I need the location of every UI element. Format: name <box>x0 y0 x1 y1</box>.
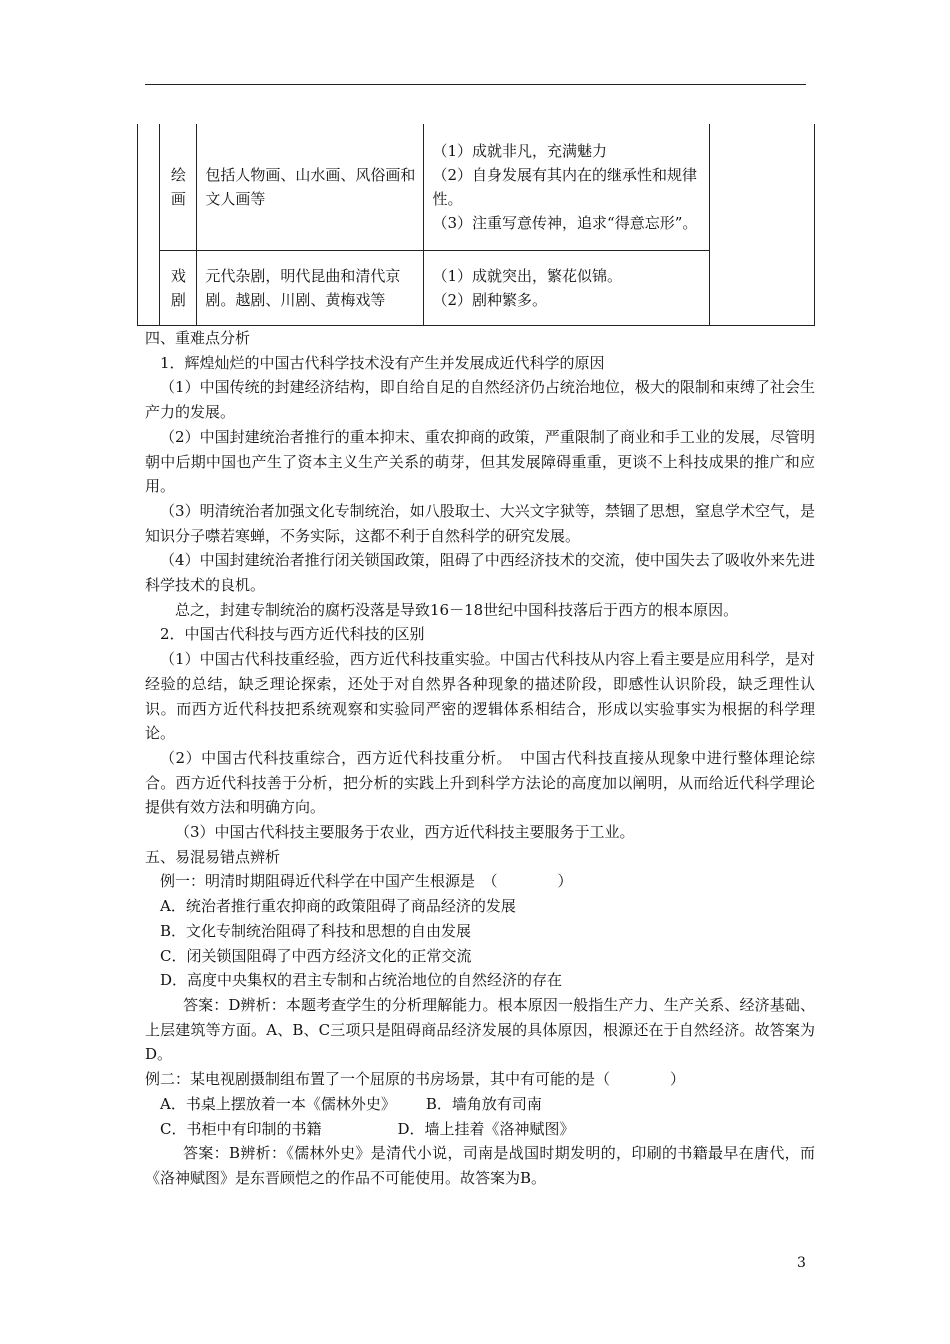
table-blank-left <box>138 124 160 325</box>
option: C．闭关锁国阻碍了中西方经济文化的正常交流 <box>160 946 472 965</box>
question-title: 2．中国古代科技与西方近代科技的区别 <box>160 625 425 644</box>
question-title: 1．辉煌灿烂的中国古代科学技术没有产生并发展成近代科学的原因 <box>160 353 605 372</box>
paragraph: （3）中国古代科技主要服务于农业，西方近代科技主要服务于工业。 <box>175 823 635 842</box>
example-question: 例一：明清时期阻碍近代科学在中国产生根源是 （ ） <box>160 872 573 891</box>
category-cell <box>160 250 197 325</box>
option: D．高度中央集权的君主专制和占统治地位的自然经济的存在 <box>160 971 563 990</box>
page-number: 3 <box>797 1255 806 1271</box>
section-heading: 四、重难点分析 <box>145 329 251 347</box>
header-rule <box>145 84 806 85</box>
arts-table <box>137 124 815 326</box>
feature-item: （2）剧种繁多。 <box>432 290 548 309</box>
paragraph: （3）明清统治者加强文化专制统治，如八股取士、大兴文字狱等，禁锢了思想，窒息学术空气，是知识分子噤若寒蝉，不务实际，这都不利于自然科学的研究发展。 <box>145 501 815 545</box>
table-row <box>138 124 815 250</box>
feature-item: （3）注重写意传神，追求“得意忘形”。 <box>432 213 698 232</box>
option: A．书桌上摆放着一本《儒林外史》 <box>160 1094 396 1113</box>
option-row <box>145 1092 815 1117</box>
example-question: 例二：某电视剧摄制组布置了一个屈原的书房场景，其中有可能的是（ ） <box>145 1070 686 1089</box>
option: B．墙角放有司南 <box>425 1094 542 1113</box>
paragraph: （1）中国古代科技重经验，西方近代科技重实验。中国古代科技从内容上看主要是应用科学，是对经验的总结，缺乏理论探索，还处于对自然界各种现象的描述阶段，即感性认识阶段，缺乏理性认识。而西方近代科技把系统观察和实验同严密的逻辑体系相结合，形成以实验事实为根据的科学理论。 <box>145 650 815 743</box>
category-char: 画 <box>170 189 186 208</box>
option: A．统治者推行重农抑商的政策阻碍了商品经济的发展 <box>160 897 516 916</box>
option: C．书柜中有印制的书籍 <box>160 1119 322 1138</box>
paragraph: （4）中国封建统治者推行闭关锁国政策，阻碍了中西经济技术的交流，使中国失去了吸收外来先进科学技术的良机。 <box>145 551 815 595</box>
feature-item: （1）成就非凡，充满魅力 <box>432 141 608 160</box>
option: D．墙上挂着《洛神赋图》 <box>397 1119 575 1138</box>
content-cell: 元代杂剧，明代昆曲和清代京剧。越剧、川剧、黄梅戏等 <box>197 250 424 325</box>
paragraph: （2）中国古代科技重综合，西方近代科技重分析。 中国古代科技直接从现象中进行整体理论综合。西方近代科技善于分析，把分析的实践上升到科学方法论的高度加以阐明，从而给近代科学理论提供有效方法和明确方向。 <box>145 748 815 817</box>
category-char: 剧 <box>170 290 186 309</box>
category-char: 绘 <box>170 165 186 184</box>
option: B．文化专制统治阻碍了科技和思想的自由发展 <box>160 921 472 940</box>
option-row <box>145 1117 815 1142</box>
category-cell <box>160 124 197 250</box>
paragraph: （1）中国传统的封建经济结构，即自给自足的自然经济仍占统治地位，极大的限制和束缚了社会生产力的发展。 <box>145 378 815 422</box>
feature-item: （2）自身发展有其内在的继承性和规律性。 <box>432 165 698 208</box>
features-cell <box>424 250 709 325</box>
section-heading: 五、易混易错点辨析 <box>145 847 281 866</box>
summary: 总之，封建专制统治的腐朽没落是导致16－18世纪中国科技落后于西方的根本原因。 <box>175 600 739 619</box>
content-cell: 包括人物画、山水画、风俗画和文人画等 <box>197 124 424 250</box>
paragraph: （2）中国封建统治者推行的重本抑末、重农抑商的政策，严重限制了商业和手工业的发展，尽管明朝中后期中国也产生了资本主义生产关系的萌芽，但其发展障碍重重，更谈不上科技成果的推广和应用。 <box>145 427 815 496</box>
table-blank-right <box>709 124 814 325</box>
answer: 答案：B辨析：《儒林外史》是清代小说，司南是战国时期发明的，印刷的书籍最早在唐代，而《洛神赋图》是东晋顾恺之的作品不可能使用。故答案为B。 <box>145 1144 815 1187</box>
document-body <box>145 326 815 1191</box>
answer: 答案：D辨析：本题考查学生的分析理解能力。根本原因一般指生产力、生产关系、经济基础、上层建筑等方面。A、B、C三项只是阻碍商品经济发展的具体原因，根源还在于自然经济。故答案为D。 <box>145 995 815 1064</box>
features-cell <box>424 124 709 250</box>
category-char: 戏 <box>170 266 186 285</box>
feature-item: （1）成就突出，繁花似锦。 <box>432 266 623 285</box>
